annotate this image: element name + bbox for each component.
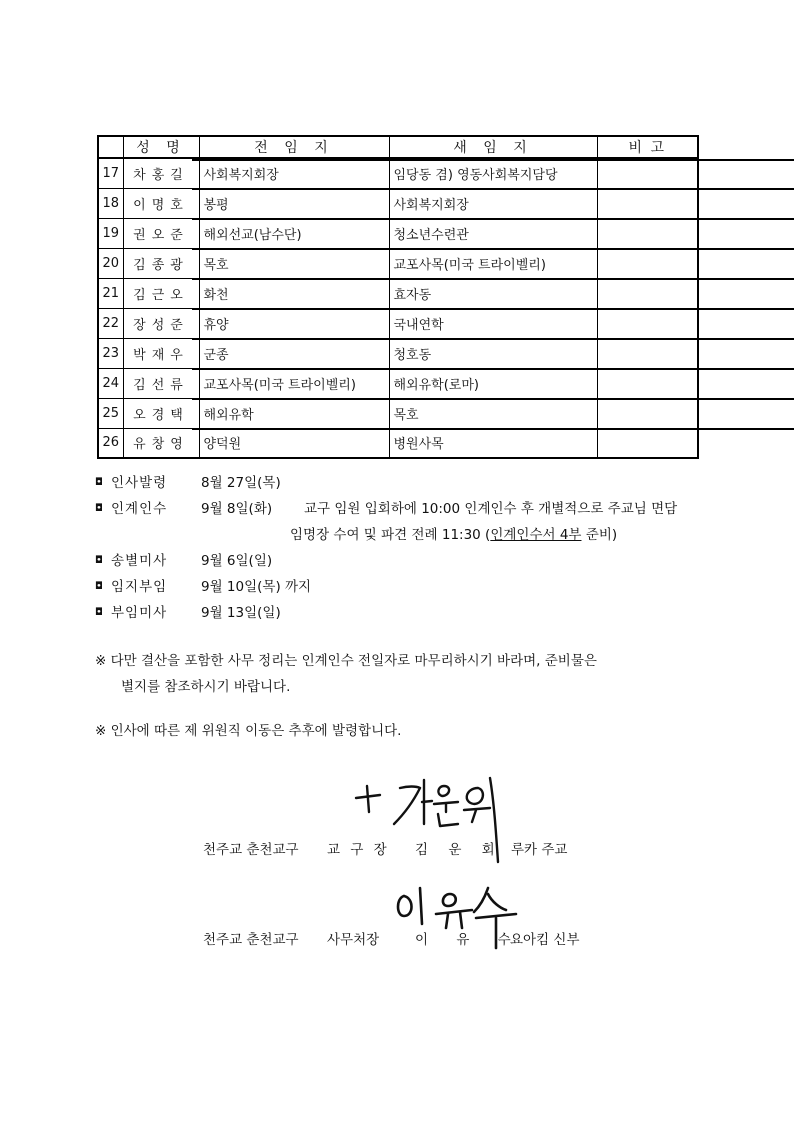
row-name: 김근오 bbox=[123, 278, 199, 308]
bishop-title: 교 구 장 bbox=[327, 842, 390, 858]
row-new-post: 목호 bbox=[389, 398, 597, 428]
row-name: 유창영 bbox=[123, 428, 199, 458]
row-previous-post: 교포사목(미국 트라이벨리) bbox=[199, 368, 389, 398]
row-number: 21 bbox=[98, 278, 123, 308]
row-new-post: 해외유학(로마) bbox=[389, 368, 597, 398]
table-row bbox=[98, 158, 698, 188]
table-row bbox=[98, 218, 698, 248]
schedule-label: 부임미사 bbox=[111, 605, 168, 621]
row-remarks bbox=[192, 188, 794, 190]
schedule-date: 9월 10일(목) 까지 bbox=[201, 579, 312, 595]
row-new-post: 국내연학 bbox=[389, 308, 597, 338]
table-row bbox=[98, 368, 698, 398]
chancellor-title: 사무처장 bbox=[327, 932, 380, 948]
schedule-date: 8월 27일(목) bbox=[201, 475, 281, 491]
row-number: 23 bbox=[98, 338, 123, 368]
row-previous-post: 해외유학 bbox=[199, 398, 389, 428]
row-previous-post: 봉평 bbox=[199, 188, 389, 218]
row-remarks bbox=[192, 248, 794, 250]
row-new-post: 사회복지회장 bbox=[389, 188, 597, 218]
bishop-baptismal-name: 루카 주교 bbox=[511, 842, 568, 858]
schedule-label: 인사발령 bbox=[111, 475, 168, 491]
chancellor-baptismal-name: 요아킴 신부 bbox=[510, 932, 580, 948]
row-name: 김선류 bbox=[123, 368, 199, 398]
row-number: 20 bbox=[98, 248, 123, 278]
schedule-label: 인계인수 bbox=[111, 501, 168, 517]
schedule-detail-continued bbox=[290, 522, 617, 548]
detail-underlined-text: 인계인수서 4부 bbox=[490, 527, 582, 543]
row-previous-post: 군종 bbox=[199, 338, 389, 368]
detail-text: 준비) bbox=[581, 527, 618, 543]
schedule-item-farewell-mass bbox=[95, 548, 705, 574]
row-previous-post: 사회복지회장 bbox=[199, 158, 389, 188]
note-committee: ※ 인사에 따른 제 위원직 이동은 추후에 발령합니다. bbox=[95, 723, 402, 739]
row-new-post: 청소년수련관 bbox=[389, 218, 597, 248]
schedule-date: 9월 6일(일) bbox=[201, 553, 273, 569]
table-row bbox=[98, 278, 698, 308]
table-header-row bbox=[98, 136, 698, 158]
row-name: 오경택 bbox=[123, 398, 199, 428]
row-new-post: 효자동 bbox=[389, 278, 597, 308]
row-number: 17 bbox=[98, 158, 123, 188]
row-new-post: 임당동 겸) 영동사회복지담당 bbox=[389, 158, 597, 188]
row-new-post: 청호동 bbox=[389, 338, 597, 368]
row-remarks bbox=[192, 368, 794, 370]
row-number: 22 bbox=[98, 308, 123, 338]
header-remarks: 비 고 bbox=[597, 136, 698, 158]
row-previous-post: 목호 bbox=[199, 248, 389, 278]
table-row bbox=[98, 248, 698, 278]
table-row bbox=[98, 188, 698, 218]
schedule-item-handover bbox=[95, 496, 705, 548]
appointment-table-container bbox=[97, 135, 697, 459]
detail-text: 임명장 수여 및 파견 전례 11:30 ( bbox=[290, 527, 491, 543]
row-previous-post: 휴양 bbox=[199, 308, 389, 338]
row-remarks bbox=[192, 278, 794, 280]
row-number: 25 bbox=[98, 398, 123, 428]
chancellor-org: 천주교 춘천교구 bbox=[203, 932, 299, 948]
row-name: 차홍길 bbox=[123, 158, 199, 188]
table-row bbox=[98, 398, 698, 428]
row-new-post: 병원사목 bbox=[389, 428, 597, 458]
row-previous-post: 해외선교(남수단) bbox=[199, 218, 389, 248]
bullet-icon: ◘ bbox=[95, 503, 103, 514]
table-row bbox=[98, 428, 698, 458]
header-name: 성 명 bbox=[123, 136, 199, 158]
chancellor-name: 이 유 수 bbox=[415, 932, 523, 948]
row-name: 김종광 bbox=[123, 248, 199, 278]
bullet-icon: ◘ bbox=[95, 581, 103, 592]
note-line: 별지를 참조하시기 바랍니다. bbox=[121, 679, 291, 695]
schedule-item-installation-mass bbox=[95, 600, 705, 626]
schedule-date: 9월 8일(화) bbox=[201, 501, 273, 517]
row-number: 26 bbox=[98, 428, 123, 458]
bullet-icon: ◘ bbox=[95, 607, 103, 618]
bullet-icon: ◘ bbox=[95, 477, 103, 488]
row-new-post: 교포사목(미국 트라이벨리) bbox=[389, 248, 597, 278]
appointment-table bbox=[97, 135, 699, 459]
row-previous-post: 화천 bbox=[199, 278, 389, 308]
row-number: 18 bbox=[98, 188, 123, 218]
schedule-item-arrival bbox=[95, 574, 705, 600]
schedule-detail: 교구 임원 입회하에 10:00 인계인수 후 개별적으로 주교님 면담 bbox=[304, 501, 678, 517]
row-remarks bbox=[192, 398, 794, 400]
table-row bbox=[98, 338, 698, 368]
schedule-label: 임지부임 bbox=[111, 579, 168, 595]
row-previous-post: 양덕원 bbox=[199, 428, 389, 458]
bishop-name: 김 운 회 bbox=[415, 842, 503, 858]
header-number bbox=[98, 136, 123, 158]
bishop-org: 천주교 춘천교구 bbox=[203, 842, 299, 858]
bullet-icon: ◘ bbox=[95, 555, 103, 566]
table-row bbox=[98, 308, 698, 338]
row-remarks bbox=[192, 338, 794, 340]
note-line: ※ 다만 결산을 포함한 사무 정리는 인계인수 전일자로 마무리하시기 바라며, 준비물은 bbox=[95, 653, 597, 669]
schedule-date: 9월 13일(일) bbox=[201, 605, 281, 621]
row-name: 장성준 bbox=[123, 308, 199, 338]
row-remarks bbox=[192, 308, 794, 310]
row-name: 박재우 bbox=[123, 338, 199, 368]
schedule-list bbox=[95, 470, 705, 626]
schedule-item-appointment bbox=[95, 470, 705, 496]
header-new-post: 새 임 지 bbox=[389, 136, 597, 158]
row-number: 19 bbox=[98, 218, 123, 248]
row-remarks bbox=[192, 218, 794, 220]
row-remarks bbox=[192, 159, 794, 161]
row-name: 권오준 bbox=[123, 218, 199, 248]
schedule-label: 송별미사 bbox=[111, 553, 168, 569]
row-number: 24 bbox=[98, 368, 123, 398]
row-name: 이명호 bbox=[123, 188, 199, 218]
header-previous-post: 전 임 지 bbox=[199, 136, 389, 158]
note-settlement bbox=[95, 648, 705, 700]
row-remarks bbox=[192, 428, 794, 430]
